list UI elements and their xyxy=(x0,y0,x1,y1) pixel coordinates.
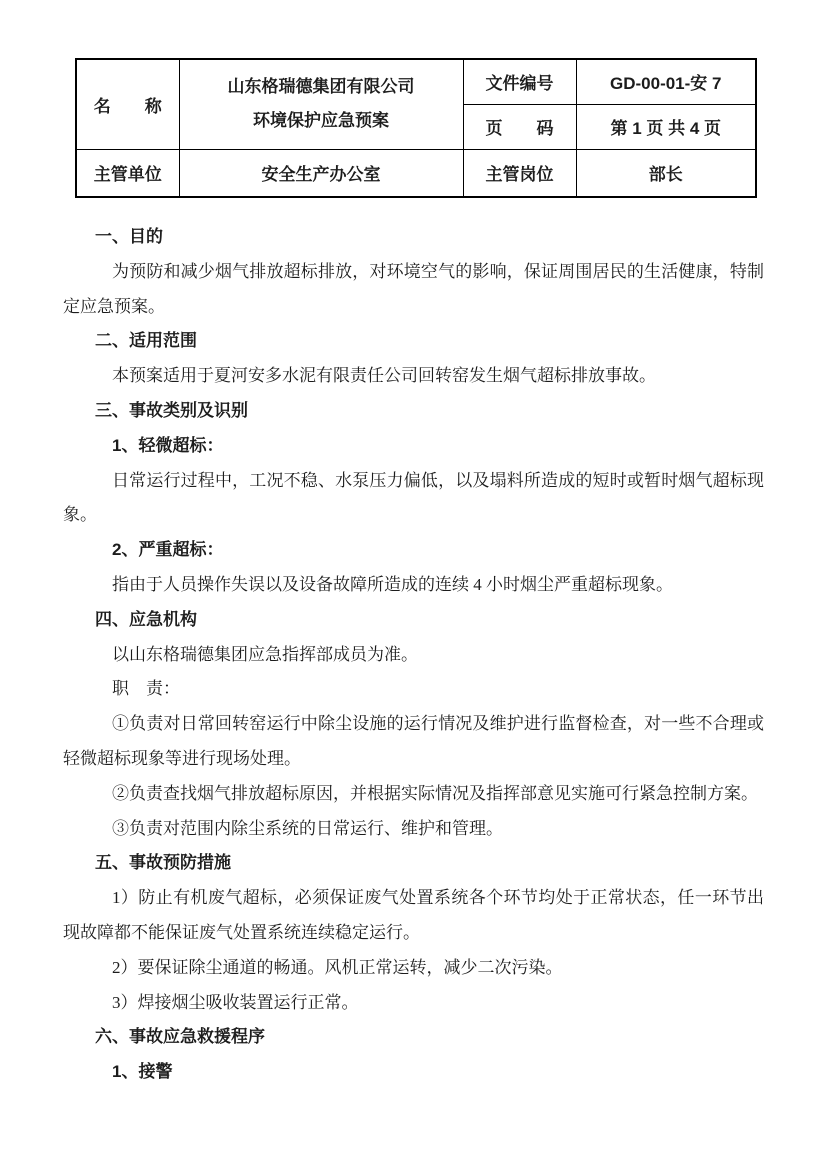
paragraph: ①负责对日常回转窑运行中除尘设施的运行情况及维护进行监督检查，对一些不合理或轻微超标现象等进行现场处理。 xyxy=(63,714,764,768)
sub-heading: 1、轻微超标： xyxy=(112,435,224,455)
company-name: 山东格瑞德集团有限公司 xyxy=(227,77,415,97)
section-heading: 四、应急机构 xyxy=(95,609,197,629)
paragraph: 为预防和减少烟气排放超标排放，对环境空气的影响，保证周围居民的生活健康，特制定应急预案。 xyxy=(63,261,764,316)
section-heading: 五、事故预防措施 xyxy=(95,853,231,873)
section-heading: 一、目的 xyxy=(95,227,163,246)
document-body xyxy=(63,220,764,1090)
name-value-cell xyxy=(179,59,463,149)
unit-value-cell: 安全生产办公室 xyxy=(179,149,463,197)
post-value-cell: 部长 xyxy=(576,149,756,197)
name-label-cell: 名 称 xyxy=(76,59,179,149)
plan-title: 环境保护应急预案 xyxy=(253,111,389,131)
page-label-cell: 页 码 xyxy=(463,104,576,149)
paragraph: ③负责对范围内除尘系统的日常运行、维护和管理。 xyxy=(112,818,503,838)
doc-number-label-cell: 文件编号 xyxy=(463,59,576,104)
paragraph: 以山东格瑞德集团应急指挥部成员为准。 xyxy=(112,644,418,664)
sub-heading: 1、接警 xyxy=(112,1062,173,1082)
doc-number-value-cell: GD-00-01-安 7 xyxy=(576,59,756,104)
paragraph: 日常运行过程中，工况不稳、水泵压力偏低，以及塌料所造成的短时或暂时烟气超标现象。 xyxy=(63,470,764,525)
paragraph: ②负责查找烟气排放超标原因，并根据实际情况及指挥部意见实施可行紧急控制方案。 xyxy=(112,783,758,803)
section-heading: 二、适用范围 xyxy=(95,331,197,351)
paragraph: 指由于人员操作失误以及设备故障所造成的连续 4 小时烟尘严重超标现象。 xyxy=(112,574,673,594)
header-table xyxy=(75,58,757,198)
paragraph: 职 责： xyxy=(112,679,180,699)
page-value-cell: 第 1 页 共 4 页 xyxy=(576,104,756,149)
section-heading: 六、事故应急救援程序 xyxy=(95,1027,265,1047)
paragraph: 3）焊接烟尘吸收装置运行正常。 xyxy=(112,992,359,1012)
unit-label-cell: 主管单位 xyxy=(76,149,179,197)
paragraph: 本预案适用于夏河安多水泥有限责任公司回转窑发生烟气超标排放事故。 xyxy=(112,366,656,386)
section-heading: 三、事故类别及识别 xyxy=(95,400,248,420)
sub-heading: 2、严重超标： xyxy=(112,540,224,560)
post-label-cell: 主管岗位 xyxy=(463,149,576,197)
paragraph: 1）防止有机废气超标，必须保证废气处置系统各个环节均处于正常状态，任一环节出现故障都不能保证废气处置系统连续稳定运行。 xyxy=(63,888,764,942)
paragraph: 2）要保证除尘通道的畅通。风机正常运转，减少二次污染。 xyxy=(112,957,563,977)
